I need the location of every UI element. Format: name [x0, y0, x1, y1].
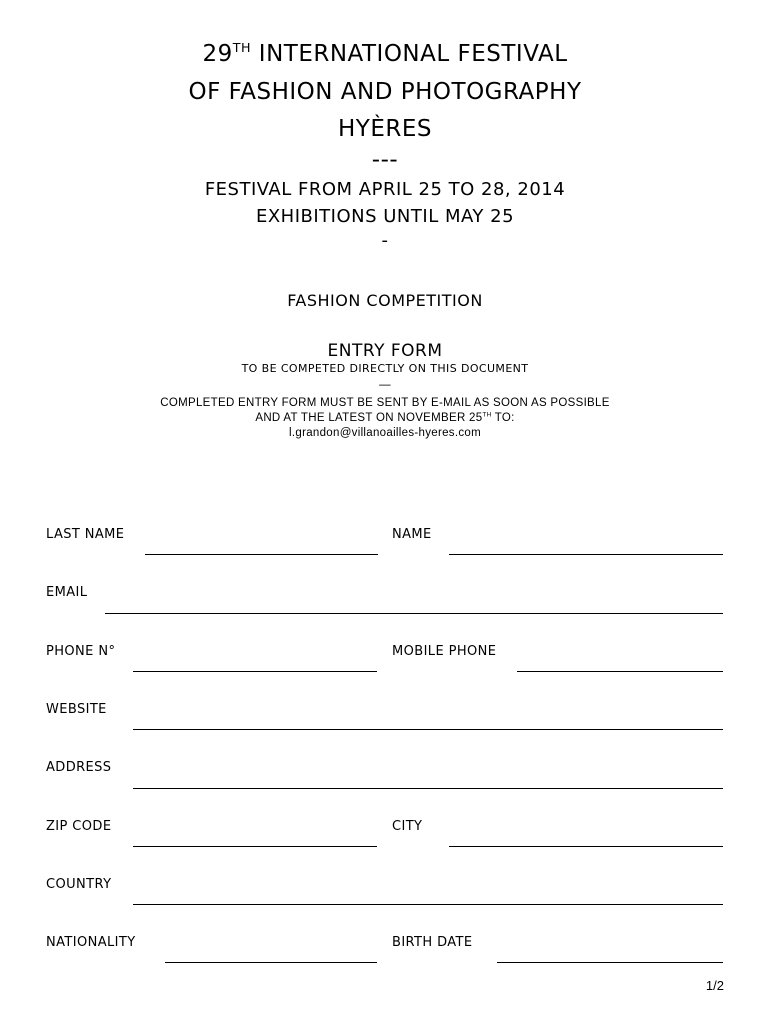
title-line-1	[0, 37, 770, 71]
website-label: WEBSITE	[46, 702, 107, 717]
address-field[interactable]	[133, 765, 723, 789]
zip-code-label: ZIP CODE	[46, 819, 112, 834]
instructions-line-1: COMPLETED ENTRY FORM MUST BE SENT BY E-MAIL AS SOON AS POSSIBLE	[160, 397, 610, 409]
title-ordinal-suffix: TH	[232, 40, 251, 56]
zip-code-field[interactable]	[133, 823, 377, 847]
last-name-label: LAST NAME	[46, 527, 125, 542]
title-line-1-text: INTERNATIONAL FESTIVAL	[250, 41, 568, 67]
name-field[interactable]	[449, 531, 723, 555]
email-field[interactable]	[105, 590, 723, 614]
country-label: COUNTRY	[46, 877, 112, 892]
mobile-phone-field[interactable]	[517, 648, 723, 672]
address-label: ADDRESS	[46, 760, 112, 775]
name-label: NAME	[392, 527, 432, 542]
birth-date-field[interactable]	[497, 939, 723, 963]
separator-2: -	[381, 230, 389, 251]
instructions-line-2	[0, 410, 770, 426]
page-number: 1/2	[705, 978, 724, 993]
instructions-line-2-text: AND AT THE LATEST ON NOVEMBER 25	[255, 412, 483, 424]
title-ordinal: 29	[202, 41, 233, 67]
city-label: CITY	[392, 819, 423, 834]
phone-label: PHONE N°	[46, 644, 116, 659]
website-field[interactable]	[133, 706, 723, 730]
festival-dates: FESTIVAL FROM APRIL 25 TO 28, 2014	[204, 179, 566, 200]
contact-email[interactable]: l.grandon@villanoailles-hyeres.com	[289, 427, 481, 439]
form-title: ENTRY FORM	[327, 341, 443, 361]
nationality-label: NATIONALITY	[46, 935, 136, 950]
email-label: EMAIL	[46, 585, 88, 600]
instructions-ordinal-suffix: TH	[482, 411, 492, 419]
title-line-3: HYÈRES	[338, 116, 432, 142]
competition-title: FASHION COMPETITION	[287, 291, 483, 310]
city-field[interactable]	[449, 823, 723, 847]
birth-date-label: BIRTH DATE	[392, 935, 473, 950]
mobile-phone-label: MOBILE PHONE	[392, 644, 497, 659]
country-field[interactable]	[133, 881, 723, 905]
separator-1: ---	[371, 147, 399, 173]
instructions-line-2-end: TO:	[491, 412, 515, 424]
phone-field[interactable]	[133, 648, 377, 672]
form-subtitle: TO BE COMPETED DIRECTLY ON THIS DOCUMENT	[241, 362, 529, 375]
last-name-field[interactable]	[145, 531, 378, 555]
exhibition-dates: EXHIBITIONS UNTIL MAY 25	[255, 206, 515, 227]
title-line-2: OF FASHION AND PHOTOGRAPHY	[188, 79, 582, 105]
dash-separator: —	[379, 379, 391, 391]
nationality-field[interactable]	[165, 939, 377, 963]
